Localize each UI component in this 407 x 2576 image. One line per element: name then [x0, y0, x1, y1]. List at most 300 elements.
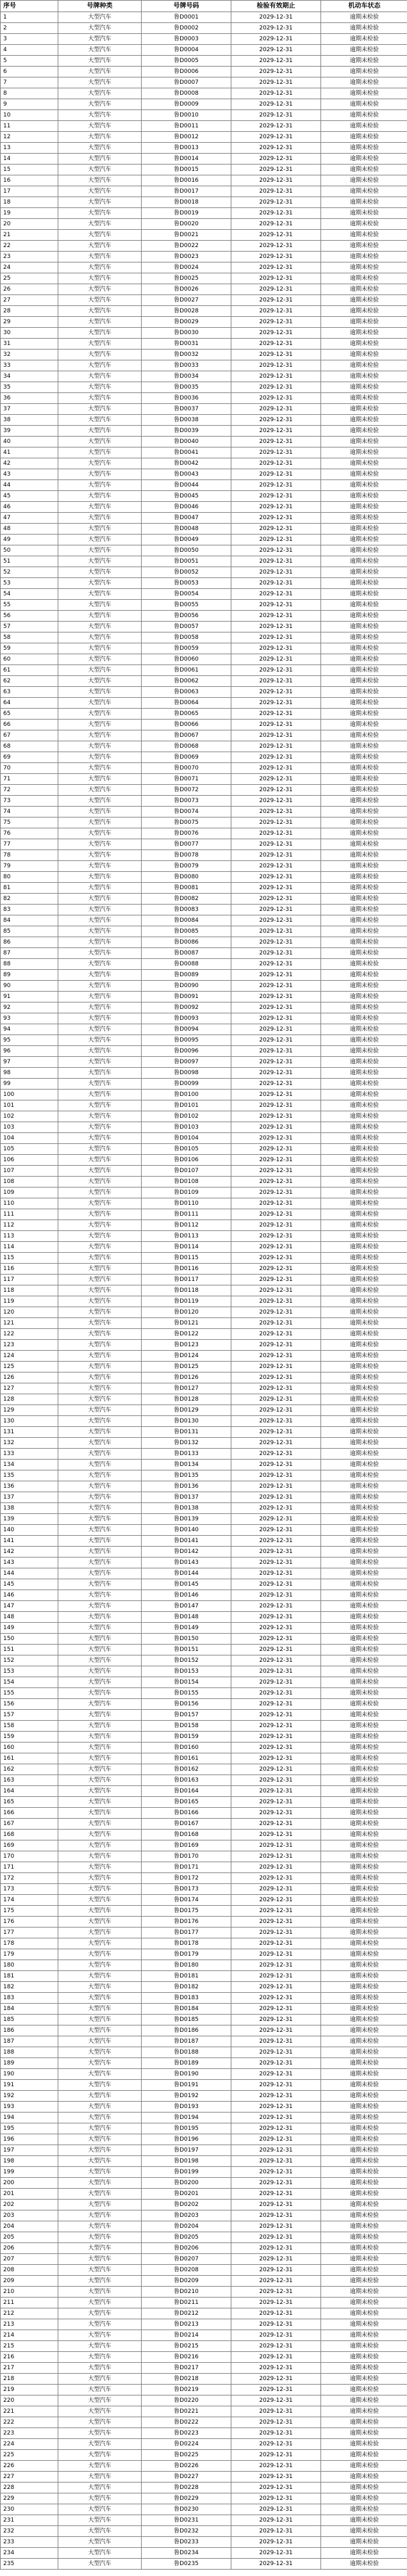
- cell-seq: 19: [1, 208, 58, 219]
- cell-plate-no: 鲁D0068: [142, 741, 231, 752]
- cell-plate-type: 大型汽车: [58, 1612, 142, 1623]
- cell-plate-type: 大型汽车: [58, 948, 142, 959]
- cell-plate-no: 鲁D0073: [142, 796, 231, 807]
- table-row: [1, 491, 407, 502]
- cell-valid-until: 2029-12-31: [231, 2145, 321, 2156]
- cell-status: 逾期未检验: [321, 1166, 407, 1177]
- cell-plate-type: 大型汽车: [58, 2461, 142, 2472]
- table-row: [1, 589, 407, 600]
- cell-plate-type: 大型汽车: [58, 2504, 142, 2515]
- cell-valid-until: 2029-12-31: [231, 992, 321, 1002]
- cell-plate-type: 大型汽车: [58, 1198, 142, 1209]
- cell-status: 逾期未检验: [321, 2015, 407, 2025]
- cell-plate-type: 大型汽车: [58, 56, 142, 67]
- cell-plate-type: 大型汽车: [58, 1699, 142, 1710]
- cell-plate-no: 鲁D0116: [142, 1264, 231, 1275]
- table-row: [1, 1068, 407, 1079]
- table-row: [1, 143, 407, 154]
- table-row: [1, 2243, 407, 2254]
- cell-status: 逾期未检验: [321, 1275, 407, 1285]
- cell-seq: 136: [1, 1481, 58, 1492]
- cell-seq: 120: [1, 1307, 58, 1318]
- cell-plate-type: 大型汽车: [58, 1634, 142, 1645]
- cell-plate-type: 大型汽车: [58, 2417, 142, 2428]
- table-row: [1, 2493, 407, 2504]
- cell-plate-no: 鲁D0027: [142, 295, 231, 306]
- cell-status: 逾期未检验: [321, 1405, 407, 1416]
- cell-seq: 31: [1, 339, 58, 350]
- cell-status: 逾期未检验: [321, 1438, 407, 1449]
- cell-status: 逾期未检验: [321, 273, 407, 284]
- cell-status: 逾期未检验: [321, 2406, 407, 2417]
- table-row: [1, 404, 407, 415]
- cell-plate-no: 鲁D0117: [142, 1275, 231, 1285]
- cell-valid-until: 2029-12-31: [231, 1645, 321, 1655]
- cell-valid-until: 2029-12-31: [231, 807, 321, 817]
- table-row: [1, 2450, 407, 2461]
- table-row: [1, 1492, 407, 1503]
- cell-valid-until: 2029-12-31: [231, 1710, 321, 1721]
- cell-valid-until: 2029-12-31: [231, 1928, 321, 1938]
- table-row: [1, 1982, 407, 1993]
- table-row: [1, 1699, 407, 1710]
- cell-seq: 64: [1, 698, 58, 709]
- table-row: [1, 1242, 407, 1253]
- cell-valid-until: 2029-12-31: [231, 1721, 321, 1732]
- cell-plate-type: 大型汽车: [58, 23, 142, 34]
- cell-valid-until: 2029-12-31: [231, 1079, 321, 1090]
- cell-status: 逾期未检验: [321, 1677, 407, 1688]
- cell-plate-type: 大型汽车: [58, 1830, 142, 1840]
- cell-status: 逾期未检验: [321, 709, 407, 720]
- cell-plate-type: 大型汽车: [58, 1645, 142, 1655]
- table-row: [1, 284, 407, 295]
- table-row: [1, 1819, 407, 1830]
- cell-status: 逾期未检验: [321, 600, 407, 611]
- cell-plate-type: 大型汽车: [58, 382, 142, 393]
- cell-valid-until: 2029-12-31: [231, 2036, 321, 2047]
- cell-seq: 128: [1, 1394, 58, 1405]
- cell-valid-until: 2029-12-31: [231, 1612, 321, 1623]
- cell-status: 逾期未检验: [321, 698, 407, 709]
- table-row: [1, 2417, 407, 2428]
- cell-plate-type: 大型汽车: [58, 1046, 142, 1057]
- cell-valid-until: 2029-12-31: [231, 1536, 321, 1547]
- cell-valid-until: 2029-12-31: [231, 1166, 321, 1177]
- cell-valid-until: 2029-12-31: [231, 589, 321, 600]
- table-row: [1, 1732, 407, 1743]
- cell-valid-until: 2029-12-31: [231, 88, 321, 99]
- table-row: [1, 1949, 407, 1960]
- cell-status: 逾期未检验: [321, 1960, 407, 1971]
- table-row: [1, 2265, 407, 2276]
- cell-plate-type: 大型汽车: [58, 1438, 142, 1449]
- cell-plate-type: 大型汽车: [58, 1840, 142, 1851]
- cell-status: 逾期未检验: [321, 1111, 407, 1122]
- cell-seq: 172: [1, 1873, 58, 1884]
- cell-valid-until: 2029-12-31: [231, 2025, 321, 2036]
- cell-valid-until: 2029-12-31: [231, 1917, 321, 1928]
- table-row: [1, 1601, 407, 1612]
- cell-plate-type: 大型汽车: [58, 2395, 142, 2406]
- cell-plate-no: 鲁D0168: [142, 1830, 231, 1840]
- cell-plate-no: 鲁D0016: [142, 175, 231, 186]
- cell-plate-no: 鲁D0148: [142, 1612, 231, 1623]
- cell-seq: 182: [1, 1982, 58, 1993]
- cell-seq: 167: [1, 1819, 58, 1830]
- cell-valid-until: 2029-12-31: [231, 186, 321, 197]
- cell-plate-no: 鲁D0189: [142, 2058, 231, 2069]
- cell-status: 逾期未检验: [321, 154, 407, 165]
- cell-plate-type: 大型汽车: [58, 2493, 142, 2504]
- cell-valid-until: 2029-12-31: [231, 1394, 321, 1405]
- cell-valid-until: 2029-12-31: [231, 393, 321, 404]
- cell-seq: 170: [1, 1851, 58, 1862]
- cell-status: 逾期未检验: [321, 339, 407, 350]
- cell-status: 逾期未检验: [321, 1949, 407, 1960]
- cell-seq: 8: [1, 88, 58, 99]
- cell-status: 逾期未检验: [321, 556, 407, 567]
- cell-status: 逾期未检验: [321, 2276, 407, 2287]
- table-row: [1, 948, 407, 959]
- cell-valid-until: 2029-12-31: [231, 2254, 321, 2265]
- cell-status: 逾期未检验: [321, 1492, 407, 1503]
- cell-plate-type: 大型汽车: [58, 480, 142, 491]
- cell-plate-type: 大型汽车: [58, 2450, 142, 2461]
- cell-plate-no: 鲁D0042: [142, 458, 231, 469]
- cell-plate-type: 大型汽车: [58, 1917, 142, 1928]
- cell-seq: 74: [1, 807, 58, 817]
- cell-status: 逾期未检验: [321, 491, 407, 502]
- cell-plate-type: 大型汽车: [58, 1296, 142, 1307]
- table-row: [1, 67, 407, 77]
- cell-status: 逾期未检验: [321, 2363, 407, 2374]
- cell-plate-no: 鲁D0212: [142, 2308, 231, 2319]
- table-row: [1, 2200, 407, 2210]
- cell-plate-no: 鲁D0185: [142, 2015, 231, 2025]
- cell-status: 逾期未检验: [321, 1470, 407, 1481]
- cell-valid-until: 2029-12-31: [231, 1960, 321, 1971]
- column-header-seq: 序号: [1, 1, 58, 12]
- cell-seq: 198: [1, 2156, 58, 2167]
- cell-seq: 164: [1, 1786, 58, 1797]
- cell-valid-until: 2029-12-31: [231, 1383, 321, 1394]
- cell-status: 逾期未检验: [321, 1797, 407, 1808]
- cell-status: 逾期未检验: [321, 687, 407, 698]
- cell-status: 逾期未检验: [321, 2548, 407, 2559]
- cell-plate-type: 大型汽车: [58, 1743, 142, 1753]
- cell-plate-no: 鲁D0158: [142, 1721, 231, 1732]
- cell-plate-no: 鲁D0180: [142, 1960, 231, 1971]
- cell-seq: 205: [1, 2232, 58, 2243]
- cell-seq: 180: [1, 1960, 58, 1971]
- cell-status: 逾期未检验: [321, 219, 407, 230]
- cell-plate-no: 鲁D0149: [142, 1623, 231, 1634]
- table-row: [1, 2330, 407, 2341]
- cell-status: 逾期未检验: [321, 1503, 407, 1514]
- cell-status: 逾期未检验: [321, 2243, 407, 2254]
- cell-valid-until: 2029-12-31: [231, 1514, 321, 1525]
- cell-plate-no: 鲁D0115: [142, 1253, 231, 1264]
- cell-plate-type: 大型汽车: [58, 1797, 142, 1808]
- cell-seq: 139: [1, 1514, 58, 1525]
- cell-plate-type: 大型汽车: [58, 34, 142, 45]
- cell-plate-no: 鲁D0157: [142, 1710, 231, 1721]
- cell-valid-until: 2029-12-31: [231, 1144, 321, 1155]
- cell-plate-no: 鲁D0208: [142, 2265, 231, 2276]
- cell-status: 逾期未检验: [321, 2472, 407, 2483]
- table-row: [1, 2319, 407, 2330]
- column-header-plate-no: 号牌号码: [142, 1, 231, 12]
- cell-status: 逾期未检验: [321, 284, 407, 295]
- table-row: [1, 23, 407, 34]
- cell-plate-no: 鲁D0074: [142, 807, 231, 817]
- table-row: [1, 654, 407, 665]
- table-row: [1, 1612, 407, 1623]
- cell-seq: 17: [1, 186, 58, 197]
- cell-plate-no: 鲁D0018: [142, 197, 231, 208]
- cell-plate-type: 大型汽车: [58, 230, 142, 241]
- cell-status: 逾期未检验: [321, 1982, 407, 1993]
- table-row: [1, 752, 407, 763]
- table-row: [1, 1536, 407, 1547]
- cell-seq: 75: [1, 817, 58, 828]
- cell-plate-no: 鲁D0079: [142, 861, 231, 872]
- cell-plate-type: 大型汽车: [58, 1177, 142, 1187]
- cell-status: 逾期未检验: [321, 752, 407, 763]
- cell-status: 逾期未检验: [321, 437, 407, 447]
- cell-valid-until: 2029-12-31: [231, 1851, 321, 1862]
- cell-plate-type: 大型汽车: [58, 730, 142, 741]
- table-row: [1, 295, 407, 306]
- cell-plate-no: 鲁D0221: [142, 2406, 231, 2417]
- cell-seq: 104: [1, 1133, 58, 1144]
- cell-valid-until: 2029-12-31: [231, 752, 321, 763]
- cell-seq: 192: [1, 2091, 58, 2102]
- cell-plate-no: 鲁D0230: [142, 2504, 231, 2515]
- cell-seq: 127: [1, 1383, 58, 1394]
- cell-plate-type: 大型汽车: [58, 2210, 142, 2221]
- table-row: [1, 687, 407, 698]
- cell-status: 逾期未检验: [321, 1155, 407, 1166]
- cell-plate-type: 大型汽车: [58, 720, 142, 730]
- cell-status: 逾期未检验: [321, 1873, 407, 1884]
- cell-status: 逾期未检验: [321, 77, 407, 88]
- cell-seq: 69: [1, 752, 58, 763]
- cell-plate-no: 鲁D0121: [142, 1318, 231, 1329]
- cell-status: 逾期未检验: [321, 1710, 407, 1721]
- cell-valid-until: 2029-12-31: [231, 1362, 321, 1373]
- cell-plate-no: 鲁D0170: [142, 1851, 231, 1862]
- cell-plate-no: 鲁D0099: [142, 1079, 231, 1090]
- cell-seq: 190: [1, 2069, 58, 2080]
- cell-seq: 144: [1, 1568, 58, 1579]
- cell-plate-type: 大型汽车: [58, 752, 142, 763]
- table-row: [1, 371, 407, 382]
- cell-status: 逾期未检验: [321, 2559, 407, 2570]
- table-row: [1, 1993, 407, 2004]
- cell-valid-until: 2029-12-31: [231, 2472, 321, 2483]
- cell-plate-no: 鲁D0198: [142, 2156, 231, 2167]
- cell-seq: 3: [1, 34, 58, 45]
- cell-seq: 102: [1, 1111, 58, 1122]
- cell-status: 逾期未检验: [321, 241, 407, 252]
- cell-plate-no: 鲁D0228: [142, 2483, 231, 2493]
- cell-valid-until: 2029-12-31: [231, 2080, 321, 2091]
- table-row: [1, 273, 407, 284]
- cell-valid-until: 2029-12-31: [231, 2483, 321, 2493]
- cell-status: 逾期未检验: [321, 2265, 407, 2276]
- cell-valid-until: 2029-12-31: [231, 861, 321, 872]
- cell-plate-type: 大型汽车: [58, 2069, 142, 2080]
- cell-status: 逾期未检验: [321, 1732, 407, 1743]
- cell-status: 逾期未检验: [321, 817, 407, 828]
- cell-plate-no: 鲁D0225: [142, 2450, 231, 2461]
- cell-seq: 158: [1, 1721, 58, 1732]
- cell-seq: 33: [1, 360, 58, 371]
- cell-plate-no: 鲁D0200: [142, 2178, 231, 2189]
- table-row: [1, 643, 407, 654]
- table-row: [1, 1764, 407, 1775]
- cell-plate-no: 鲁D0092: [142, 1002, 231, 1013]
- cell-seq: 156: [1, 1699, 58, 1710]
- cell-plate-no: 鲁D0065: [142, 709, 231, 720]
- cell-status: 逾期未检验: [321, 1068, 407, 1079]
- cell-seq: 79: [1, 861, 58, 872]
- cell-seq: 100: [1, 1090, 58, 1100]
- cell-seq: 65: [1, 709, 58, 720]
- cell-plate-type: 大型汽车: [58, 1155, 142, 1166]
- cell-valid-until: 2029-12-31: [231, 643, 321, 654]
- cell-plate-type: 大型汽车: [58, 143, 142, 154]
- cell-seq: 59: [1, 643, 58, 654]
- cell-status: 逾期未检验: [321, 1851, 407, 1862]
- cell-status: 逾期未检验: [321, 2493, 407, 2504]
- table-row: [1, 241, 407, 252]
- cell-valid-until: 2029-12-31: [231, 12, 321, 23]
- cell-seq: 232: [1, 2526, 58, 2537]
- cell-plate-no: 鲁D0137: [142, 1492, 231, 1503]
- cell-status: 逾期未检验: [321, 197, 407, 208]
- table-row: [1, 208, 407, 219]
- cell-plate-type: 大型汽车: [58, 132, 142, 143]
- table-row: [1, 110, 407, 121]
- cell-seq: 80: [1, 872, 58, 883]
- cell-valid-until: 2029-12-31: [231, 1460, 321, 1470]
- cell-status: 逾期未检验: [321, 2308, 407, 2319]
- cell-valid-until: 2029-12-31: [231, 535, 321, 545]
- table-row: [1, 154, 407, 165]
- table-row: [1, 1743, 407, 1753]
- cell-seq: 209: [1, 2276, 58, 2287]
- cell-status: 逾期未检验: [321, 262, 407, 273]
- cell-plate-type: 大型汽车: [58, 447, 142, 458]
- cell-plate-no: 鲁D0081: [142, 883, 231, 894]
- cell-status: 逾期未检验: [321, 382, 407, 393]
- cell-plate-type: 大型汽车: [58, 1111, 142, 1122]
- cell-seq: 43: [1, 469, 58, 480]
- cell-seq: 171: [1, 1862, 58, 1873]
- cell-valid-until: 2029-12-31: [231, 1688, 321, 1699]
- table-row: [1, 393, 407, 404]
- cell-status: 逾期未检验: [321, 1340, 407, 1351]
- cell-plate-type: 大型汽车: [58, 2265, 142, 2276]
- cell-status: 逾期未检验: [321, 186, 407, 197]
- cell-plate-no: 鲁D0172: [142, 1873, 231, 1884]
- cell-status: 逾期未检验: [321, 1133, 407, 1144]
- cell-status: 逾期未检验: [321, 2091, 407, 2102]
- cell-seq: 115: [1, 1253, 58, 1264]
- cell-plate-type: 大型汽车: [58, 1710, 142, 1721]
- table-row: [1, 56, 407, 67]
- cell-valid-until: 2029-12-31: [231, 2385, 321, 2395]
- cell-status: 逾期未检验: [321, 1416, 407, 1427]
- table-row: [1, 1100, 407, 1111]
- cell-seq: 200: [1, 2178, 58, 2189]
- cell-valid-until: 2029-12-31: [231, 219, 321, 230]
- cell-status: 逾期未检验: [321, 872, 407, 883]
- cell-status: 逾期未检验: [321, 2352, 407, 2363]
- cell-plate-type: 大型汽车: [58, 241, 142, 252]
- cell-seq: 225: [1, 2450, 58, 2461]
- cell-seq: 168: [1, 1830, 58, 1840]
- cell-plate-no: 鲁D0054: [142, 589, 231, 600]
- table-row: [1, 1840, 407, 1851]
- cell-valid-until: 2029-12-31: [231, 2069, 321, 2080]
- cell-valid-until: 2029-12-31: [231, 208, 321, 219]
- table-row: [1, 350, 407, 360]
- table-row: [1, 1427, 407, 1438]
- table-row: [1, 1775, 407, 1786]
- cell-seq: 220: [1, 2395, 58, 2406]
- cell-seq: 24: [1, 262, 58, 273]
- table-row: [1, 132, 407, 143]
- cell-plate-no: 鲁D0166: [142, 1808, 231, 1819]
- table-row: [1, 2352, 407, 2363]
- table-body: [1, 12, 407, 2570]
- cell-plate-no: 鲁D0045: [142, 491, 231, 502]
- cell-valid-until: 2029-12-31: [231, 709, 321, 720]
- table-row: [1, 2058, 407, 2069]
- table-row: [1, 2385, 407, 2395]
- cell-status: 逾期未检验: [321, 2134, 407, 2145]
- cell-status: 逾期未检验: [321, 513, 407, 524]
- cell-valid-until: 2029-12-31: [231, 154, 321, 165]
- cell-plate-type: 大型汽车: [58, 2472, 142, 2483]
- table-row: [1, 1416, 407, 1427]
- cell-plate-no: 鲁D0179: [142, 1949, 231, 1960]
- cell-plate-no: 鲁D0100: [142, 1090, 231, 1100]
- cell-plate-no: 鲁D0144: [142, 1568, 231, 1579]
- cell-plate-type: 大型汽车: [58, 1068, 142, 1079]
- table-row: [1, 317, 407, 328]
- table-row: [1, 1198, 407, 1209]
- cell-plate-type: 大型汽车: [58, 1786, 142, 1797]
- cell-valid-until: 2029-12-31: [231, 415, 321, 426]
- cell-status: 逾期未检验: [321, 1928, 407, 1938]
- table-row: [1, 1655, 407, 1666]
- cell-plate-no: 鲁D0201: [142, 2189, 231, 2200]
- cell-seq: 109: [1, 1187, 58, 1198]
- cell-plate-no: 鲁D0163: [142, 1775, 231, 1786]
- cell-seq: 15: [1, 165, 58, 175]
- cell-status: 逾期未检验: [321, 1514, 407, 1525]
- cell-plate-type: 大型汽车: [58, 2276, 142, 2287]
- cell-valid-until: 2029-12-31: [231, 197, 321, 208]
- cell-valid-until: 2029-12-31: [231, 1231, 321, 1242]
- cell-seq: 14: [1, 154, 58, 165]
- table-row: [1, 1296, 407, 1307]
